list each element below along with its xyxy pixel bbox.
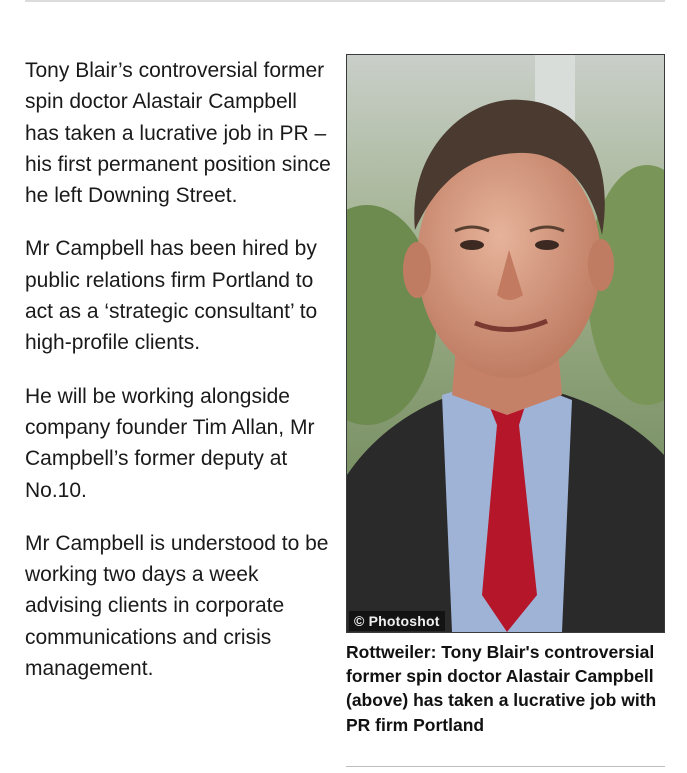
caption-divider	[346, 766, 665, 767]
paragraph-2: Mr Campbell has been hired by public relations firm Portland to act as a ‘strategic consultant’ to high-profile clients.	[25, 237, 318, 355]
paragraph-3: He will be working alongside company founder Tim Allan, Mr Campbell’s former deputy at No.10.	[25, 384, 315, 502]
paragraph-1: Tony Blair’s controversial former spin doctor Alastair Campbell has taken a lucrative job in PR – his first permanent position since he left Downing Street.	[25, 59, 331, 208]
photo-illustration	[347, 55, 664, 632]
top-divider	[25, 0, 665, 2]
photo-credit: © Photoshot	[349, 611, 445, 631]
article-body	[25, 55, 333, 706]
paragraph-4: Mr Campbell is understood to be working two days a week advising clients in corporate communications and crisis management.	[25, 531, 329, 681]
article-photo[interactable]	[346, 54, 665, 633]
photo-caption: Rottweiler: Tony Blair's controversial former spin doctor Alastair Campbell (above) has taken a lucrative job with PR firm Portland	[346, 642, 657, 735]
